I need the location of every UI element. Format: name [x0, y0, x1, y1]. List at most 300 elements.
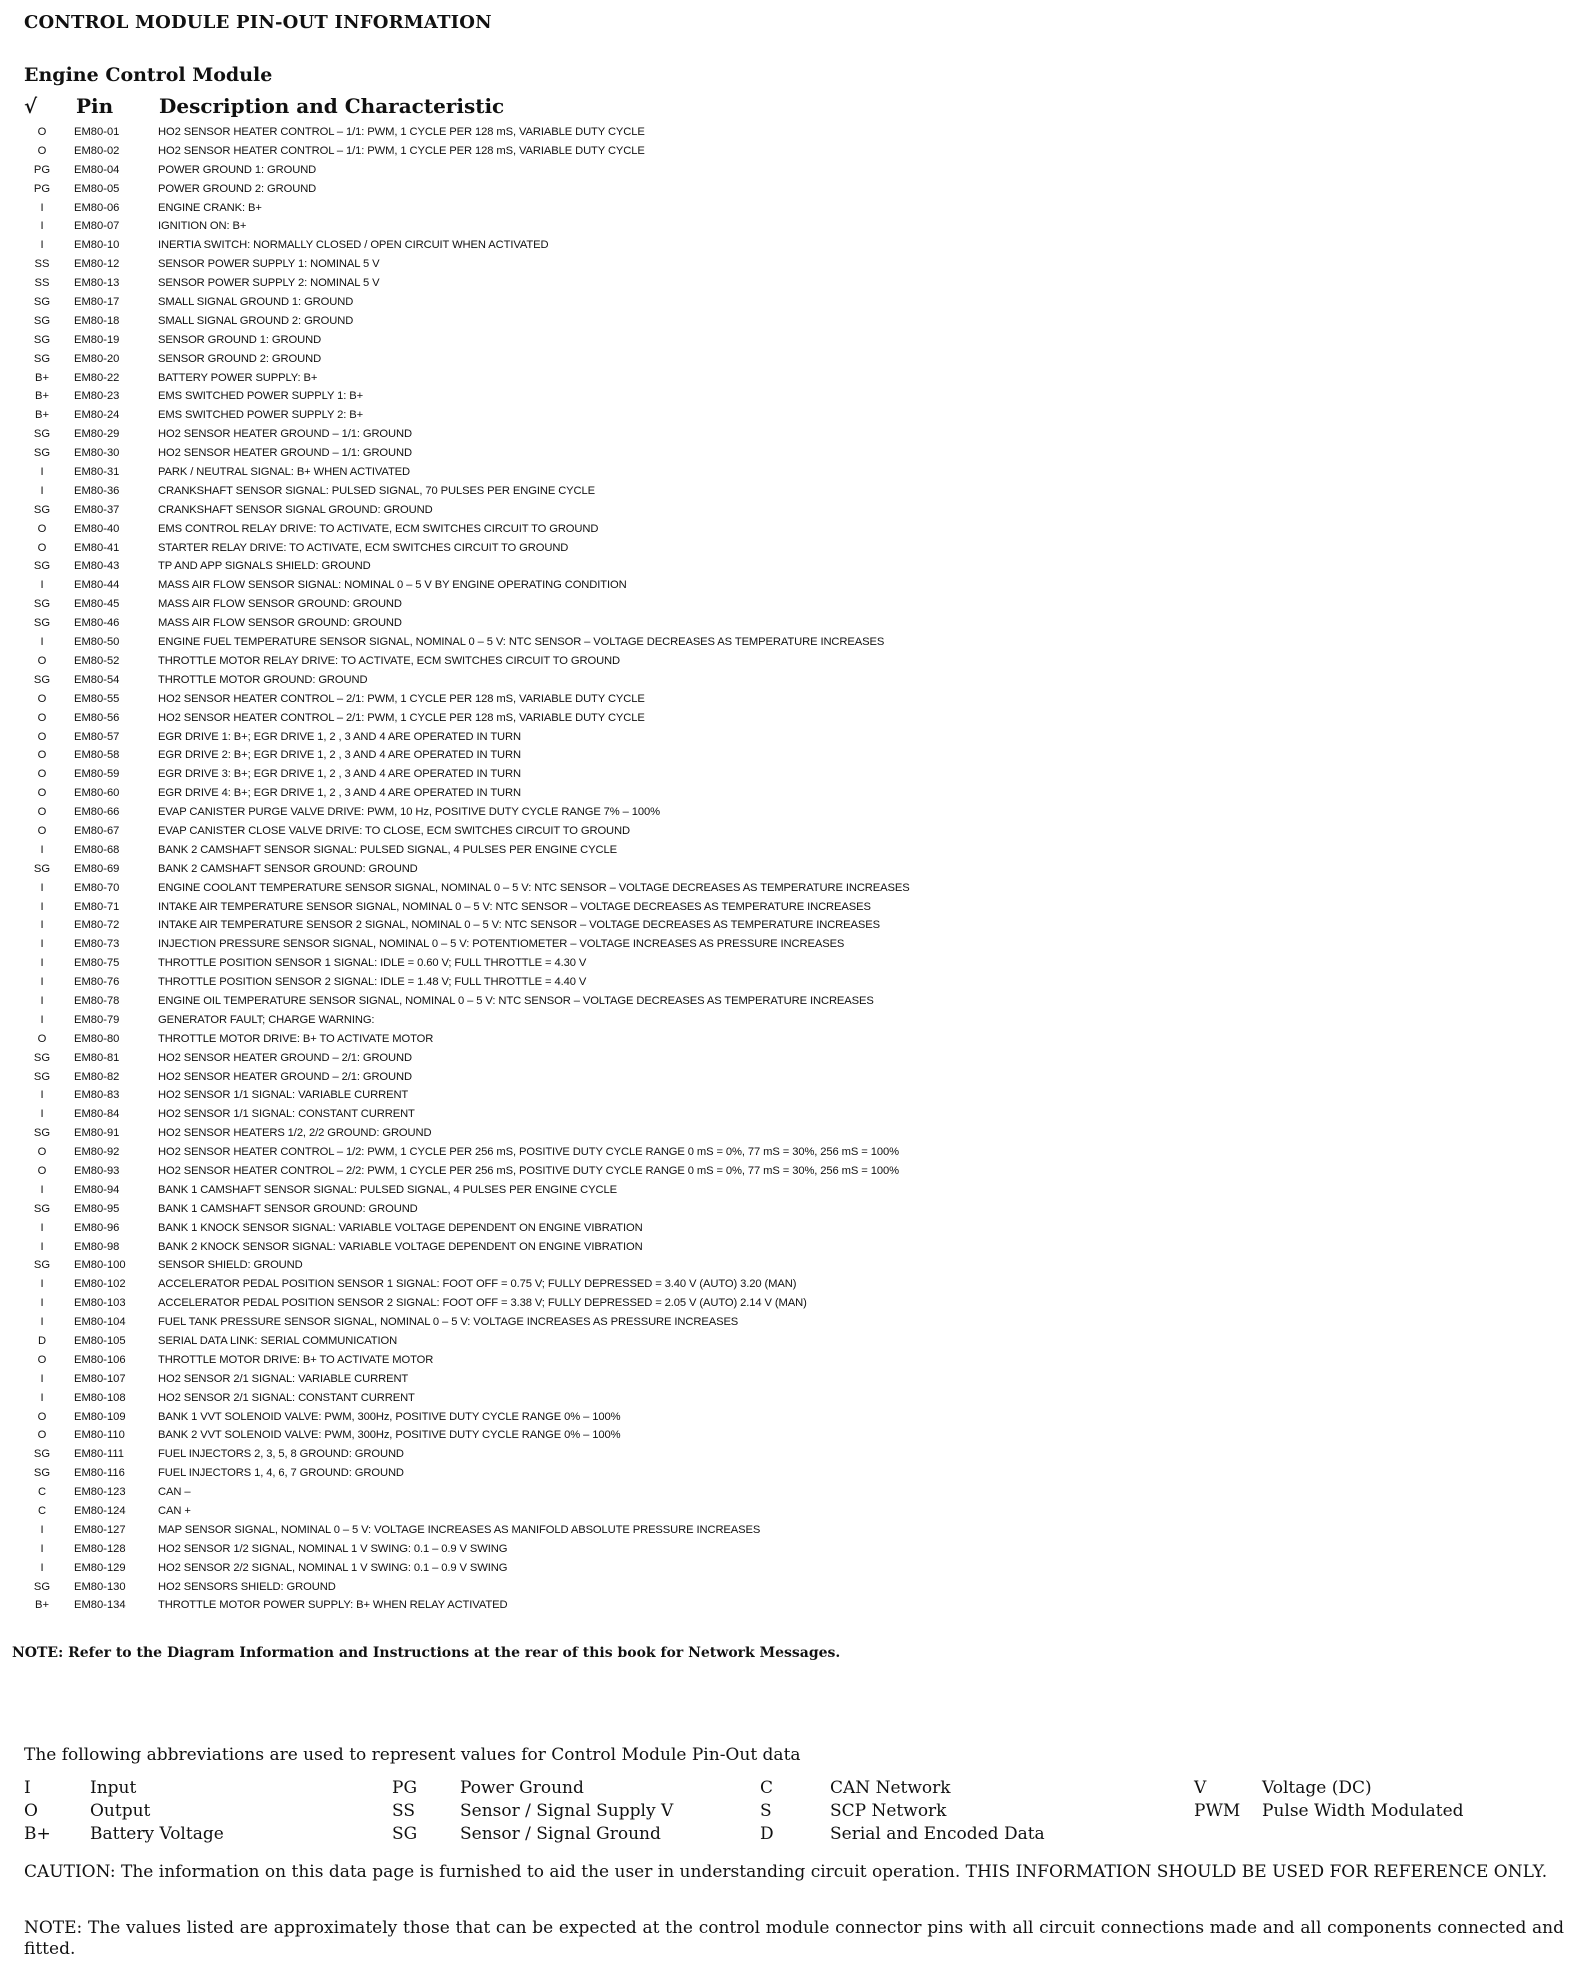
pin-id: EM80-17: [74, 296, 120, 309]
section-title: Engine Control Module: [24, 64, 273, 86]
pin-id: EM80-134: [74, 1599, 126, 1612]
table-row: [0, 993, 1584, 1012]
pin-type: SG: [33, 1448, 51, 1461]
pin-description: BANK 1 KNOCK SENSOR SIGNAL: VARIABLE VOLTAGE DEPENDENT ON ENGINE VIBRATION: [158, 1221, 643, 1234]
pin-type: O: [37, 1164, 47, 1177]
pin-type: O: [37, 144, 47, 157]
table-row: [0, 1125, 1584, 1144]
table-row: [0, 1522, 1584, 1541]
pin-id: EM80-37: [74, 503, 120, 516]
pin-type: I: [40, 1089, 44, 1102]
pin-type: SG: [33, 296, 51, 309]
pin-type: SG: [33, 503, 51, 516]
pin-description: BANK 2 CAMSHAFT SENSOR GROUND: GROUND: [158, 862, 418, 875]
table-row: [0, 1541, 1584, 1560]
pin-id: EM80-43: [74, 560, 120, 573]
pin-type: SG: [33, 1259, 51, 1272]
table-row: [0, 1314, 1584, 1333]
abbreviation-label: Output: [90, 1801, 151, 1821]
table-row: [0, 1295, 1584, 1314]
pin-description: HO2 SENSOR 2/2 SIGNAL, NOMINAL 1 V SWING: 0.1 – 0.9 V SWING: [158, 1561, 508, 1574]
pin-id: EM80-45: [74, 598, 120, 611]
pin-id: EM80-41: [74, 541, 120, 554]
pin-type: I: [40, 1240, 44, 1253]
pin-type: SG: [33, 1127, 51, 1140]
pin-type: SG: [33, 1580, 51, 1593]
pin-description: EGR DRIVE 2: B+; EGR DRIVE 1, 2 , 3 AND 4 ARE OPERATED IN TURN: [158, 749, 521, 762]
table-row: [0, 596, 1584, 615]
table-row: [0, 200, 1584, 219]
pin-type: I: [40, 1316, 44, 1329]
pin-type: O: [37, 1146, 47, 1159]
pin-id: EM80-19: [74, 333, 120, 346]
pin-id: EM80-52: [74, 654, 120, 667]
pin-id: EM80-57: [74, 730, 120, 743]
pin-id: EM80-24: [74, 409, 120, 422]
pin-type: I: [40, 220, 44, 233]
pin-description: THROTTLE MOTOR DRIVE: B+ TO ACTIVATE MOTOR: [158, 1032, 434, 1045]
table-row: [0, 653, 1584, 672]
abbreviation-label: Battery Voltage: [90, 1824, 224, 1844]
pin-id: EM80-80: [74, 1032, 120, 1045]
pin-type: O: [37, 730, 47, 743]
table-row: [0, 426, 1584, 445]
abbreviation-code: PWM: [1194, 1801, 1241, 1821]
pin-description: HO2 SENSOR HEATER GROUND – 1/1: GROUND: [158, 428, 412, 441]
table-row: [0, 842, 1584, 861]
table-row: [0, 237, 1584, 256]
abbreviation-label: Sensor / Signal Supply V: [460, 1801, 674, 1821]
pin-description: ENGINE COOLANT TEMPERATURE SENSOR SIGNAL, NOMINAL 0 – 5 V: NTC SENSOR – VOLTAGE DECREASES AS TEMPERATURE INCREASES: [158, 881, 910, 894]
pin-description: PARK / NEUTRAL SIGNAL: B+ WHEN ACTIVATED: [158, 466, 411, 479]
table-row: [0, 294, 1584, 313]
table-row: [0, 1012, 1584, 1031]
abbreviations-grid: [24, 1778, 1564, 1847]
pin-description: EGR DRIVE 3: B+; EGR DRIVE 1, 2 , 3 AND 4 ARE OPERATED IN TURN: [158, 768, 521, 781]
abbreviation-code: PG: [392, 1778, 418, 1798]
table-row: [0, 1182, 1584, 1201]
pin-description: BANK 2 CAMSHAFT SENSOR SIGNAL: PULSED SIGNAL, 4 PULSES PER ENGINE CYCLE: [158, 843, 617, 856]
pin-type: I: [40, 976, 44, 989]
pin-type: O: [37, 1353, 47, 1366]
pin-id: EM80-92: [74, 1146, 120, 1159]
table-row: [0, 1409, 1584, 1428]
pin-type: I: [40, 1013, 44, 1026]
pin-id: EM80-71: [74, 900, 120, 913]
pin-type: SS: [34, 258, 50, 271]
pin-id: EM80-130: [74, 1580, 126, 1593]
pin-description: GENERATOR FAULT; CHARGE WARNING:: [158, 1013, 375, 1026]
pin-description: ACCELERATOR PEDAL POSITION SENSOR 1 SIGNAL: FOOT OFF = 0.75 V; FULLY DEPRESSED = 3.40 V (AUTO) 3.20 (MAN): [158, 1278, 797, 1291]
table-row: [0, 558, 1584, 577]
table-row: [0, 785, 1584, 804]
pin-description: EVAP CANISTER PURGE VALVE DRIVE: PWM, 10 Hz, POSITIVE DUTY CYCLE RANGE 7% – 100%: [158, 806, 661, 819]
pin-id: EM80-31: [74, 466, 120, 479]
table-row: [0, 124, 1584, 143]
table-row: [0, 1050, 1584, 1069]
pin-description: THROTTLE POSITION SENSOR 2 SIGNAL: IDLE = 1.48 V; FULL THROTTLE = 4.40 V: [158, 976, 587, 989]
pin-type: I: [40, 994, 44, 1007]
pin-id: EM80-72: [74, 919, 120, 932]
pin-id: EM80-36: [74, 484, 120, 497]
pin-type: I: [40, 1221, 44, 1234]
pin-description: INTAKE AIR TEMPERATURE SENSOR 2 SIGNAL, NOMINAL 0 – 5 V: NTC SENSOR – VOLTAGE DECREASES AS TEMPERATURE INCREASES: [158, 919, 880, 932]
caution-note: CAUTION: The information on this data page is furnished to aid the user in understanding circuit operation. THIS INFORMATION SHOULD BE USED FOR REFERENCE ONLY.: [24, 1862, 1548, 1882]
pin-type: I: [40, 484, 44, 497]
table-row: [0, 1352, 1584, 1371]
pin-description: MAP SENSOR SIGNAL, NOMINAL 0 – 5 V: VOLTAGE INCREASES AS MANIFOLD ABSOLUTE PRESSURE INCREASES: [158, 1523, 761, 1536]
page-title: CONTROL MODULE PIN-OUT INFORMATION: [24, 12, 492, 33]
pin-id: EM80-84: [74, 1108, 120, 1121]
pin-id: EM80-91: [74, 1127, 120, 1140]
description-column-header: Description and Characteristic: [159, 94, 505, 118]
pin-type: I: [40, 1372, 44, 1385]
abbreviation-row: [24, 1824, 1564, 1847]
pin-type: B+: [35, 371, 49, 384]
abbreviation-code: C: [760, 1778, 774, 1798]
pin-id: EM80-75: [74, 957, 120, 970]
pin-id: EM80-46: [74, 617, 120, 630]
table-row: [0, 483, 1584, 502]
pin-id: EM80-105: [74, 1335, 126, 1347]
pin-id: EM80-55: [74, 692, 120, 705]
pin-description: BANK 1 CAMSHAFT SENSOR GROUND: GROUND: [158, 1202, 418, 1215]
pin-type: B+: [35, 390, 49, 403]
pin-id: EM80-109: [74, 1410, 126, 1423]
pin-type: O: [37, 824, 47, 837]
pin-description: FUEL INJECTORS 1, 4, 6, 7 GROUND: GROUND: [158, 1467, 404, 1480]
table-row: [0, 691, 1584, 710]
pin-description: ENGINE FUEL TEMPERATURE SENSOR SIGNAL, NOMINAL 0 – 5 V: NTC SENSOR – VOLTAGE DECREASES AS TEMPERATURE INCREASES: [158, 636, 885, 649]
pin-type: SG: [33, 673, 51, 686]
pin-type: O: [37, 806, 47, 819]
table-row: [0, 804, 1584, 823]
pin-description: HO2 SENSOR HEATER CONTROL – 1/1: PWM, 1 CYCLE PER 128 mS, VARIABLE DUTY CYCLE: [158, 144, 645, 157]
pin-description: ENGINE OIL TEMPERATURE SENSOR SIGNAL, NOMINAL 0 – 5 V: NTC SENSOR – VOLTAGE DECREASES AS TEMPERATURE INCREASES: [158, 994, 874, 1007]
pin-id: EM80-68: [74, 843, 120, 856]
pin-description: IGNITION ON: B+: [158, 220, 247, 233]
pin-id: EM80-124: [74, 1505, 126, 1518]
pin-description: HO2 SENSOR 1/1 SIGNAL: CONSTANT CURRENT: [158, 1108, 415, 1121]
table-row: [0, 766, 1584, 785]
table-row: [0, 1446, 1584, 1465]
pin-description: EGR DRIVE 4: B+; EGR DRIVE 1, 2 , 3 AND 4 ARE OPERATED IN TURN: [158, 787, 521, 800]
pin-id: EM80-100: [74, 1259, 126, 1272]
table-row: [0, 218, 1584, 237]
pin-type: O: [37, 1410, 47, 1423]
pin-id: EM80-79: [74, 1013, 120, 1026]
pin-description: HO2 SENSOR HEATERS 1/2, 2/2 GROUND: GROUND: [158, 1127, 432, 1140]
table-row: [0, 577, 1584, 596]
pin-id: EM80-13: [74, 277, 120, 290]
pin-description: EMS SWITCHED POWER SUPPLY 1: B+: [158, 390, 364, 403]
table-row: [0, 880, 1584, 899]
pin-type: I: [40, 1542, 44, 1555]
table-row: [0, 823, 1584, 842]
table-row: [0, 370, 1584, 389]
pin-type: SG: [33, 352, 51, 365]
pin-description: HO2 SENSOR HEATER GROUND – 2/1: GROUND: [158, 1070, 412, 1083]
pin-description: CAN –: [158, 1486, 191, 1499]
table-row: [0, 1220, 1584, 1239]
pin-id: EM80-78: [74, 994, 120, 1007]
pin-description: THROTTLE MOTOR GROUND: GROUND: [158, 673, 368, 686]
pin-type: O: [37, 541, 47, 554]
table-row: [0, 521, 1584, 540]
pin-type: SG: [33, 560, 51, 573]
table-row: [0, 955, 1584, 974]
abbreviation-label: Voltage (DC): [1262, 1778, 1372, 1798]
pin-id: EM80-05: [74, 182, 120, 195]
abbreviation-code: B+: [24, 1824, 51, 1844]
table-row: [0, 313, 1584, 332]
pin-table-header: [24, 94, 1324, 122]
pin-description: CAN +: [158, 1505, 191, 1518]
pin-type: B+: [35, 409, 49, 422]
abbreviation-label: Sensor / Signal Ground: [460, 1824, 661, 1844]
pin-description: SENSOR POWER SUPPLY 2: NOMINAL 5 V: [158, 277, 380, 290]
pin-id: EM80-40: [74, 522, 120, 535]
table-row: [0, 615, 1584, 634]
pin-description: STARTER RELAY DRIVE: TO ACTIVATE, ECM SWITCHES CIRCUIT TO GROUND: [158, 541, 569, 554]
pin-id: EM80-29: [74, 428, 120, 441]
pin-description: MASS AIR FLOW SENSOR GROUND: GROUND: [158, 617, 402, 630]
table-row: [0, 502, 1584, 521]
pin-id: EM80-96: [74, 1221, 120, 1234]
pin-type: I: [40, 938, 44, 951]
pin-description: SERIAL DATA LINK: SERIAL COMMUNICATION: [158, 1335, 398, 1347]
table-row: [0, 899, 1584, 918]
pin-type: SG: [33, 617, 51, 630]
pin-id: EM80-04: [74, 163, 120, 176]
pin-id: EM80-69: [74, 862, 120, 875]
abbreviation-code: SG: [392, 1824, 418, 1844]
pin-id: EM80-22: [74, 371, 120, 384]
table-row: [0, 1465, 1584, 1484]
table-row: [0, 1069, 1584, 1088]
pin-type: O: [37, 126, 47, 138]
table-row: [0, 1484, 1584, 1503]
pin-type: O: [37, 522, 47, 535]
pin-type: I: [40, 919, 44, 932]
table-row: [0, 917, 1584, 936]
pin-type: O: [37, 768, 47, 781]
table-row: [0, 1427, 1584, 1446]
check-column-header: √: [24, 94, 38, 118]
abbreviation-code: D: [760, 1824, 774, 1844]
pin-type: I: [40, 239, 44, 252]
table-row: [0, 1257, 1584, 1276]
pin-id: EM80-59: [74, 768, 120, 781]
pin-description: TP AND APP SIGNALS SHIELD: GROUND: [158, 560, 371, 573]
pin-id: EM80-107: [74, 1372, 126, 1385]
pin-description: THROTTLE MOTOR DRIVE: B+ TO ACTIVATE MOTOR: [158, 1353, 434, 1366]
pin-description: HO2 SENSOR 1/2 SIGNAL, NOMINAL 1 V SWING: 0.1 – 0.9 V SWING: [158, 1542, 508, 1555]
pin-type: SG: [33, 1202, 51, 1215]
table-row: [0, 1276, 1584, 1295]
pin-id: EM80-128: [74, 1542, 126, 1555]
pin-type: O: [37, 654, 47, 667]
values-note: NOTE: The values listed are approximately those that can be expected at the control module connector pins with all circuit connections made and all components connected and fitted.: [24, 1918, 1564, 1959]
pin-description: HO2 SENSOR HEATER CONTROL – 2/2: PWM, 1 CYCLE PER 256 mS, POSITIVE DUTY CYCLE RANGE 0 mS = 0%, 77 mS = 30%, 256 mS = 100%: [158, 1164, 899, 1177]
table-row: [0, 861, 1584, 880]
pin-type: SG: [33, 1051, 51, 1064]
pin-type: O: [37, 1429, 47, 1442]
pin-description: HO2 SENSOR HEATER GROUND – 1/1: GROUND: [158, 447, 412, 460]
pin-id: EM80-44: [74, 579, 120, 592]
table-row: [0, 1333, 1584, 1352]
pin-description: EMS CONTROL RELAY DRIVE: TO ACTIVATE, ECM SWITCHES CIRCUIT TO GROUND: [158, 522, 599, 535]
pin-description: SENSOR GROUND 1: GROUND: [158, 333, 322, 346]
pin-id: EM80-06: [74, 201, 120, 214]
pin-type: SG: [33, 314, 51, 327]
pin-type: O: [37, 1032, 47, 1045]
pin-type: SG: [33, 333, 51, 346]
pin-id: EM80-73: [74, 938, 120, 951]
pin-description: THROTTLE MOTOR POWER SUPPLY: B+ WHEN RELAY ACTIVATED: [158, 1599, 508, 1612]
pin-column-header: Pin: [76, 94, 114, 118]
pin-description: INERTIA SWITCH: NORMALLY CLOSED / OPEN CIRCUIT WHEN ACTIVATED: [158, 239, 549, 252]
pin-type: SG: [33, 447, 51, 460]
pin-type: I: [40, 201, 44, 214]
pin-description: INTAKE AIR TEMPERATURE SENSOR SIGNAL, NOMINAL 0 – 5 V: NTC SENSOR – VOLTAGE DECREASES AS TEMPERATURE INCREASES: [158, 900, 871, 913]
pin-type: SS: [34, 277, 50, 290]
pin-description: HO2 SENSOR HEATER GROUND – 2/1: GROUND: [158, 1051, 412, 1064]
pin-type: O: [37, 749, 47, 762]
pin-type: I: [40, 1391, 44, 1404]
pin-id: EM80-83: [74, 1089, 120, 1102]
pin-id: EM80-102: [74, 1278, 126, 1291]
pin-id: EM80-123: [74, 1486, 126, 1499]
pin-id: EM80-127: [74, 1523, 126, 1536]
pin-id: EM80-54: [74, 673, 120, 686]
pin-description: HO2 SENSOR HEATER CONTROL – 2/1: PWM, 1 CYCLE PER 128 mS, VARIABLE DUTY CYCLE: [158, 692, 645, 705]
pin-type: D: [37, 1335, 47, 1347]
table-row: [0, 747, 1584, 766]
table-row: [0, 1560, 1584, 1579]
pin-table: [0, 124, 1584, 1616]
pin-type: I: [40, 957, 44, 970]
pin-type: O: [37, 692, 47, 705]
pin-type: I: [40, 881, 44, 894]
pin-id: EM80-70: [74, 881, 120, 894]
pin-type: PG: [33, 163, 51, 176]
pin-id: EM80-02: [74, 144, 120, 157]
abbreviation-label: Input: [90, 1778, 137, 1798]
pin-id: EM80-56: [74, 711, 120, 724]
pin-id: EM80-58: [74, 749, 120, 762]
pin-description: INJECTION PRESSURE SENSOR SIGNAL, NOMINAL 0 – 5 V: POTENTIOMETER – VOLTAGE INCREASES AS PRESSURE INCREASES: [158, 938, 845, 951]
pin-description: HO2 SENSOR HEATER CONTROL – 1/1: PWM, 1 CYCLE PER 128 mS, VARIABLE DUTY CYCLE: [158, 126, 645, 138]
pin-type: B+: [35, 1599, 49, 1612]
abbreviation-row: [24, 1801, 1564, 1824]
pin-description: SENSOR POWER SUPPLY 1: NOMINAL 5 V: [158, 258, 380, 271]
pin-id: EM80-01: [74, 126, 120, 138]
pin-type: I: [40, 843, 44, 856]
pin-id: EM80-07: [74, 220, 120, 233]
pin-description: EVAP CANISTER CLOSE VALVE DRIVE: TO CLOSE, ECM SWITCHES CIRCUIT TO GROUND: [158, 824, 630, 837]
table-row: [0, 710, 1584, 729]
table-row: [0, 143, 1584, 162]
pin-description: HO2 SENSORS SHIELD: GROUND: [158, 1580, 336, 1593]
abbreviations-intro: The following abbreviations are used to represent values for Control Module Pin-Out data: [24, 1745, 801, 1765]
abbreviation-code: S: [760, 1801, 772, 1821]
pin-id: EM80-93: [74, 1164, 120, 1177]
pin-id: EM80-98: [74, 1240, 120, 1253]
pin-id: EM80-110: [74, 1429, 125, 1442]
pin-description: BANK 1 CAMSHAFT SENSOR SIGNAL: PULSED SIGNAL, 4 PULSES PER ENGINE CYCLE: [158, 1183, 617, 1196]
pin-description: POWER GROUND 2: GROUND: [158, 182, 317, 195]
abbreviation-label: Serial and Encoded Data: [830, 1824, 1045, 1844]
pin-id: EM80-66: [74, 806, 120, 819]
table-row: [0, 540, 1584, 559]
abbreviation-label: CAN Network: [830, 1778, 951, 1798]
pin-id: EM80-76: [74, 976, 120, 989]
pin-type: C: [37, 1486, 47, 1499]
table-row: [0, 936, 1584, 955]
table-row: [0, 445, 1584, 464]
pin-description: HO2 SENSOR 2/1 SIGNAL: VARIABLE CURRENT: [158, 1372, 409, 1385]
pin-id: EM80-67: [74, 824, 120, 837]
table-row: [0, 672, 1584, 691]
pin-type: O: [37, 787, 47, 800]
table-row: [0, 181, 1584, 200]
pin-type: SG: [33, 428, 51, 441]
pin-id: EM80-82: [74, 1070, 120, 1083]
pin-type: SG: [33, 862, 51, 875]
pin-description: SMALL SIGNAL GROUND 2: GROUND: [158, 314, 354, 327]
pin-type: I: [40, 1278, 44, 1291]
pin-id: EM80-60: [74, 787, 120, 800]
pin-type: O: [37, 711, 47, 724]
pin-id: EM80-50: [74, 636, 120, 649]
pin-type: I: [40, 579, 44, 592]
pin-description: FUEL TANK PRESSURE SENSOR SIGNAL, NOMINAL 0 – 5 V: VOLTAGE INCREASES AS PRESSURE INCREASES: [158, 1316, 739, 1329]
table-row: [0, 1503, 1584, 1522]
pin-id: EM80-106: [74, 1353, 126, 1366]
pin-description: MASS AIR FLOW SENSOR SIGNAL: NOMINAL 0 – 5 V BY ENGINE OPERATING CONDITION: [158, 579, 627, 592]
table-row: [0, 1239, 1584, 1258]
table-row: [0, 1371, 1584, 1390]
pin-type: I: [40, 1297, 44, 1310]
abbreviation-code: I: [24, 1778, 31, 1798]
table-row: [0, 464, 1584, 483]
pin-description: HO2 SENSOR HEATER CONTROL – 2/1: PWM, 1 CYCLE PER 128 mS, VARIABLE DUTY CYCLE: [158, 711, 645, 724]
pin-type: I: [40, 900, 44, 913]
pin-type: I: [40, 466, 44, 479]
pin-description: BANK 2 VVT SOLENOID VALVE: PWM, 300Hz, POSITIVE DUTY CYCLE RANGE 0% – 100%: [158, 1429, 621, 1442]
pin-description: BANK 1 VVT SOLENOID VALVE: PWM, 300Hz, POSITIVE DUTY CYCLE RANGE 0% – 100%: [158, 1410, 621, 1423]
table-row: [0, 1201, 1584, 1220]
pin-description: BANK 2 KNOCK SENSOR SIGNAL: VARIABLE VOLTAGE DEPENDENT ON ENGINE VIBRATION: [158, 1240, 643, 1253]
pin-id: EM80-111: [74, 1448, 124, 1461]
pin-type: SG: [33, 1070, 51, 1083]
table-row: [0, 1106, 1584, 1125]
pin-description: THROTTLE MOTOR RELAY DRIVE: TO ACTIVATE, ECM SWITCHES CIRCUIT TO GROUND: [158, 654, 621, 667]
table-row: [0, 351, 1584, 370]
table-row: [0, 1390, 1584, 1409]
pin-type: I: [40, 636, 44, 649]
pin-type: I: [40, 1561, 44, 1574]
pin-id: EM80-23: [74, 390, 120, 403]
pin-description: EMS SWITCHED POWER SUPPLY 2: B+: [158, 409, 364, 422]
table-row: [0, 162, 1584, 181]
pin-description: THROTTLE POSITION SENSOR 1 SIGNAL: IDLE = 0.60 V; FULL THROTTLE = 4.30 V: [158, 957, 587, 970]
pin-description: SMALL SIGNAL GROUND 1: GROUND: [158, 296, 354, 309]
pin-id: EM80-108: [74, 1391, 126, 1404]
table-row: [0, 1144, 1584, 1163]
pin-id: EM80-12: [74, 258, 120, 271]
